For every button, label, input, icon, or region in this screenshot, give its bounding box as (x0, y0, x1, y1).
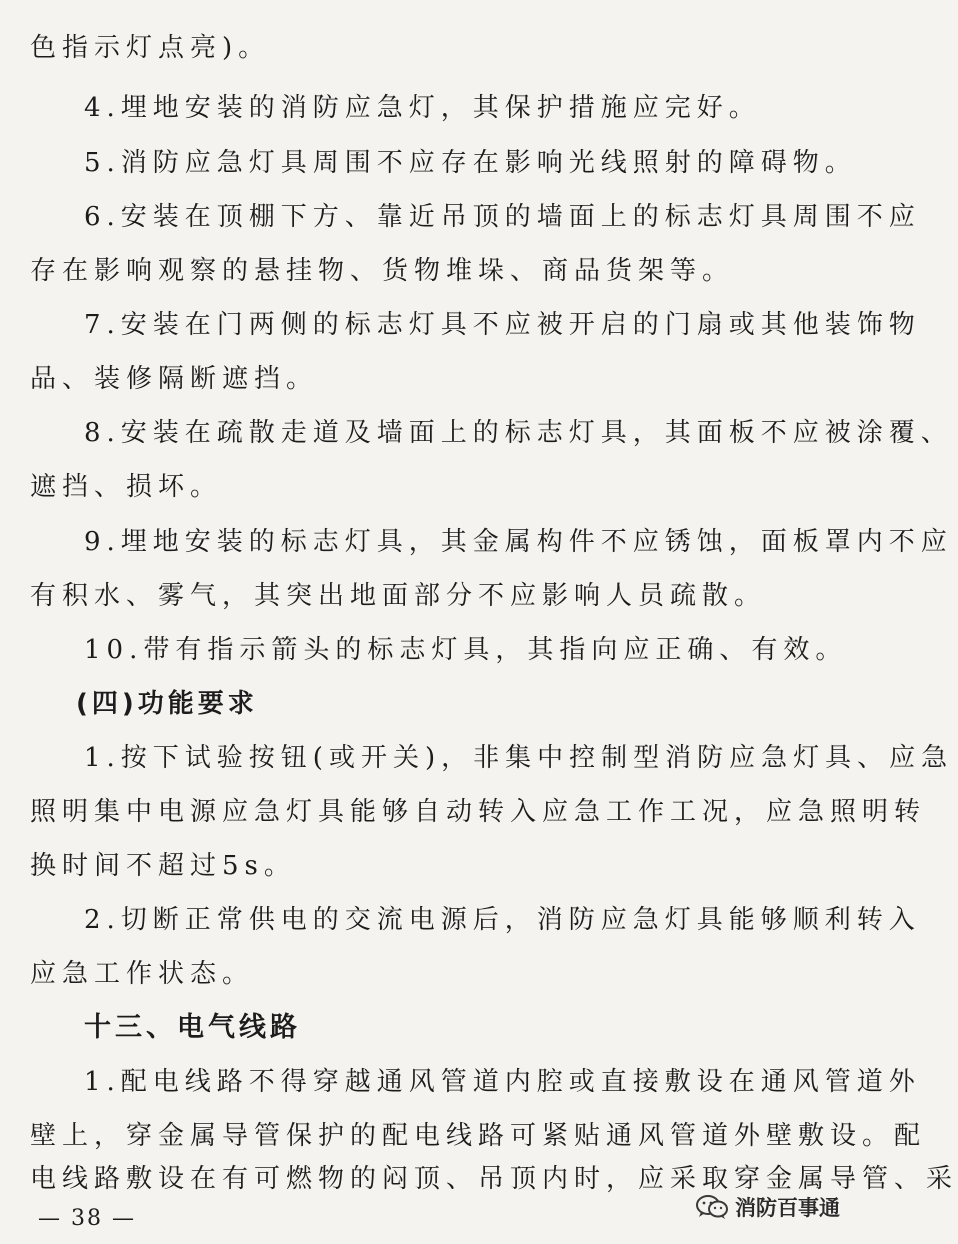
page-number: — 38 — (38, 1206, 136, 1231)
text-line: 7.安装在门两侧的标志灯具不应被开启的门扇或其他装饰物 (84, 310, 921, 340)
section-subheading: (四)功能要求 (76, 689, 258, 719)
text-line: 照明集中电源应急灯具能够自动转入应急工作工况，应急照明转 (30, 797, 927, 827)
watermark-text: 消防百事通 (735, 1196, 840, 1220)
wechat-icon (695, 1194, 729, 1220)
text-line: 应急工作状态。 (30, 959, 255, 989)
text-line: 壁上，穿金属导管保护的配电线路可紧贴通风管道外壁敷设。配 (30, 1121, 927, 1151)
text-line: 6.安装在顶棚下方、靠近吊顶的墙面上的标志灯具周围不应 (84, 202, 921, 232)
text-line: 遮挡、损坏。 (30, 472, 223, 502)
text-line: 8.安装在疏散走道及墙面上的标志灯具，其面板不应被涂覆、 (84, 418, 953, 448)
watermark (695, 1192, 840, 1222)
text-line: 电线路敷设在有可燃物的闷顶、吊顶内时，应采取穿金属导管、采 (30, 1164, 958, 1194)
text-line: 品、装修隔断遮挡。 (30, 364, 319, 394)
text-line: 存在影响观察的悬挂物、货物堆垛、商品货架等。 (30, 256, 735, 286)
text-line: 10.带有指示箭头的标志灯具，其指向应正确、有效。 (84, 635, 848, 665)
text-line: 换时间不超过5s。 (30, 851, 296, 881)
text-line: 2.切断正常供电的交流电源后，消防应急灯具能够顺利转入 (84, 905, 921, 935)
text-line: 色指示灯点亮)。 (30, 33, 271, 63)
section-heading: 十三、电气线路 (84, 1012, 301, 1043)
text-line: 有积水、雾气，其突出地面部分不应影响人员疏散。 (30, 581, 767, 611)
text-line: 1.配电线路不得穿越通风管道内腔或直接敷设在通风管道外 (84, 1067, 921, 1097)
text-line: 5.消防应急灯具周围不应存在影响光线照射的障碍物。 (84, 148, 857, 178)
text-line: 4.埋地安装的消防应急灯，其保护措施应完好。 (84, 93, 761, 123)
text-line: 9.埋地安装的标志灯具，其金属构件不应锈蚀，面板罩内不应 (84, 527, 953, 557)
text-line: 1.按下试验按钮(或开关)，非集中控制型消防应急灯具、应急 (84, 743, 954, 773)
